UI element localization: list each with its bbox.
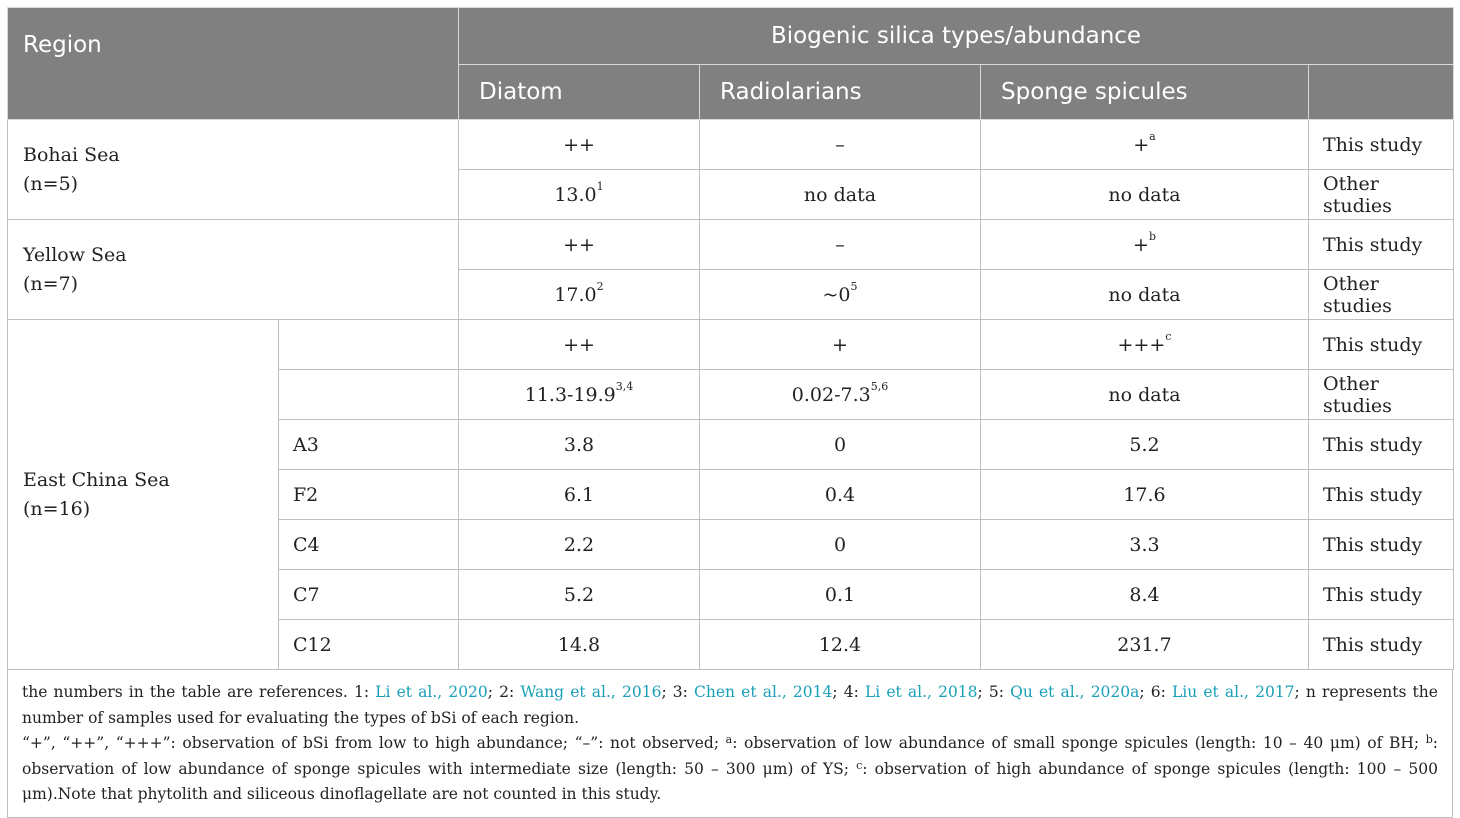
ref-link[interactable]: Liu et al., 2017	[1171, 683, 1295, 701]
sponge-cell: 17.6	[981, 470, 1309, 520]
ref-link[interactable]: Li et al., 2018	[864, 683, 978, 701]
region-name: Yellow Sea	[23, 243, 127, 266]
diatom-cell: 11.3-19.9$^{3,4}$	[459, 370, 700, 420]
diatom-cell: 2.2	[459, 520, 700, 570]
diatom-cell: 17.0$^2$	[459, 270, 700, 320]
radiolarians-cell: –	[700, 220, 981, 270]
region-cell-yellow	[8, 220, 459, 320]
diatom-cell: ++	[459, 120, 700, 170]
ref-link[interactable]: Wang et al., 2016	[520, 683, 662, 701]
diatom-cell: ++	[459, 320, 700, 370]
table-row	[8, 220, 1454, 270]
diatom-cell: 5.2	[459, 570, 700, 620]
source-cell: Other studies	[1309, 270, 1454, 320]
radiolarians-cell: 0.02-7.3$^{5,6}$	[700, 370, 981, 420]
diatom-cell: 13.0$^1$	[459, 170, 700, 220]
source-cell: Other studies	[1309, 170, 1454, 220]
source-cell: This study	[1309, 470, 1454, 520]
radiolarians-cell: $\sim 0^5$	[700, 270, 981, 320]
source-cell: This study	[1309, 420, 1454, 470]
radiolarians-header: Radiolarians	[700, 65, 981, 120]
region-count: (n=16)	[23, 497, 91, 520]
diatom-cell: ++	[459, 220, 700, 270]
source-cell: This study	[1309, 320, 1454, 370]
table-row	[8, 320, 1454, 370]
radiolarians-cell: 0.1	[700, 570, 981, 620]
diatom-cell: 6.1	[459, 470, 700, 520]
diatom-header: Diatom	[459, 65, 700, 120]
diatom-cell: 14.8	[459, 620, 700, 670]
source-cell: This study	[1309, 520, 1454, 570]
source-cell: This study	[1309, 220, 1454, 270]
sponge-cell: 231.7	[981, 620, 1309, 670]
data-table-container	[7, 7, 1453, 818]
sponge-cell: +$^a$	[981, 120, 1309, 170]
biogenic-silica-table	[7, 7, 1454, 670]
ref-link[interactable]: Li et al., 2020	[375, 683, 488, 701]
radiolarians-cell: –	[700, 120, 981, 170]
table-footnote	[7, 670, 1453, 818]
radiolarians-cell: no data	[700, 170, 981, 220]
source-cell: This study	[1309, 620, 1454, 670]
radiolarians-cell: 0.4	[700, 470, 981, 520]
footnote-references: the numbers in the table are references. 1: Li et al., 2020; 2: Wang et al., 2016; 3: Chen et al., 2014; 4: Li et al., 2018; 5: Qu et al., 2020a; 6: Liu et al., 2017; n represents the number of samples used for evaluating the types of bSi of each region.	[22, 683, 1438, 727]
region-count: (n=5)	[23, 172, 79, 195]
source-cell: Other studies	[1309, 370, 1454, 420]
sponge-cell: no data	[981, 270, 1309, 320]
sponge-cell: +++$^c$	[981, 320, 1309, 370]
source-cell: This study	[1309, 120, 1454, 170]
region-count: (n=7)	[23, 272, 79, 295]
diatom-cell: 3.8	[459, 420, 700, 470]
site-cell	[279, 370, 459, 420]
radiolarians-cell: 0	[700, 520, 981, 570]
site-cell: C7	[279, 570, 459, 620]
source-header	[1309, 65, 1454, 120]
source-cell: This study	[1309, 570, 1454, 620]
region-cell-ecs	[8, 320, 279, 670]
ref-link[interactable]: Qu et al., 2020a	[1010, 683, 1140, 701]
radiolarians-cell: 12.4	[700, 620, 981, 670]
region-name: Bohai Sea	[23, 143, 120, 166]
region-header: Region	[8, 8, 459, 120]
sponge-cell: 3.3	[981, 520, 1309, 570]
biogenic-silica-header: Biogenic silica types/abundance	[459, 8, 1454, 65]
site-cell: C12	[279, 620, 459, 670]
site-cell: A3	[279, 420, 459, 470]
header-row-top	[8, 8, 1454, 65]
table-row	[8, 120, 1454, 170]
radiolarians-cell: 0	[700, 420, 981, 470]
region-name: East China Sea	[23, 468, 170, 491]
site-cell	[279, 320, 459, 370]
footnote-legend: “+”, “++”, “+++”: observation of bSi from low to high abundance; “–”: not observed; $^a$: observation of low abundance of small sponge spicules (length: 10 – 40 μm) of BH; $^b$: observation of low abundance of sponge spicules with intermediate size (length: 50 – 300 μm) of YS; $^c$: observation of high abundance of sponge spicules (length: 100 – 500 μm).Note that phytolith and siliceous dinoflagellate are not counted in this study.	[22, 733, 1438, 803]
site-cell: F2	[279, 470, 459, 520]
radiolarians-cell: +	[700, 320, 981, 370]
sponge-cell: no data	[981, 170, 1309, 220]
sponge-cell: 5.2	[981, 420, 1309, 470]
site-cell: C4	[279, 520, 459, 570]
sponge-cell: no data	[981, 370, 1309, 420]
sponge-cell: +$^b$	[981, 220, 1309, 270]
ref-link[interactable]: Chen et al., 2014	[694, 683, 833, 701]
sponge-header: Sponge spicules	[981, 65, 1309, 120]
sponge-cell: 8.4	[981, 570, 1309, 620]
region-cell-bohai	[8, 120, 459, 220]
